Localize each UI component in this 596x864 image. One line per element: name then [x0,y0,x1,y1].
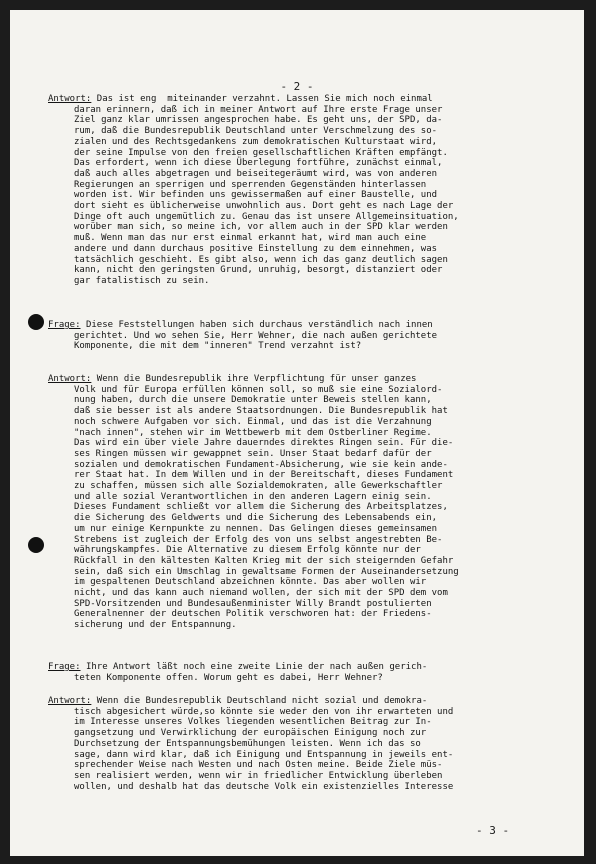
text-line: Strebens ist zugleich der Erfolg des von uns selbst angestrebten Be- [74,534,443,545]
text-line: im gespaltenen Deutschland abzeichnen könnte. Das aber wollen wir [74,577,427,588]
text-line: die Sicherung des Geldwerts und die Sicherung des Lebensabends ein, [74,513,438,524]
text-line: Durchsetzung der Entspannungsbemühungen leisten. Wenn ich das so [74,738,421,749]
text-line: währungskampfes. Die Alternative zu diesem Erfolg könnte nur der [74,545,421,556]
answer-block [48,94,568,287]
block-first-line [48,662,568,673]
text-line: SPD-Vorsitzenden und Bundesaußenminister Willy Brandt postulierten [74,598,432,609]
text-line: Regierungen an sperrigen und sperrenden Gegenständen hinterlassen [74,179,427,190]
text-line: ses Ringen müssen wir gewappnet sein. Unser Staat bedarf dafür der [74,448,432,459]
text-line: worden ist. Wir befinden uns gewissermaßen auf einer Baustelle, und [74,190,438,201]
text-line: Dieses Fundament schließt vor allem die Sicherung des Arbeitsplatzes, [74,502,448,513]
text-line: Rückfall in den kältesten Kalten Krieg mit der sich steigernden Gefahr [74,555,454,566]
speaker-label: Antwort: [48,696,92,706]
text-line: Dinge oft auch ungemütlich zu. Genau das ist unsere Allgemeinsituation, [74,211,459,222]
text-line: sozialen und demokratischen Fundament-Absicherung, wie sie kein ande- [74,459,448,470]
line-text: Ihre Antwort läßt noch eine zweite Linie der nach außen gerich- [85,662,428,672]
text-line: zialen und des Rechtsgedankens zum demokratischen Kulturstaat wird, [74,136,438,147]
text-line: gar fatalistisch zu sein. [74,275,210,286]
document-page [10,10,584,856]
text-line: andere und dann durchaus positive Einstellung zu dem einnehmen, was [74,243,438,254]
text-line: und alle sozial Verantwortlichen in den anderen Lagern einig sein. [74,491,432,502]
text-line: noch schwere Aufgaben vor sich. Einmal, und das ist die Verzahnung [74,416,432,427]
text-line: sicherung und der Entspannung. [74,620,237,631]
text-line: der seine Impulse von den freien gesellschaftlichen Kräften empfängt. [74,147,448,158]
block-first-line [48,94,568,105]
text-line: "nach innen", stehen wir im Wettbewerb mit dem Ostberliner Regime. [74,427,432,438]
speaker-label: Antwort: [48,374,92,384]
text-line: im Interesse unseres Volkes liegenden wesentlichen Beitrag zur In- [74,717,432,728]
text-line: nung haben, durch die unsere Demokratie unter Beweis stellen kann, [74,395,432,406]
question-block [48,662,568,683]
text-line: muß. Wenn man das nur erst einmal erkannt hat, wird man auch eine [74,233,427,244]
text-line: Das wird ein über viele Jahre dauerndes direktes Ringen sein. Für die- [74,438,454,449]
text-line: rer Staat hat. In dem Willen und in der Bereitschaft, dieses Fundament [74,470,454,481]
text-line: sen realisiert werden, wenn wir in friedlicher Entwicklung überleben [74,770,443,781]
text-line: gerichtet. Und wo sehen Sie, Herr Wehner, die nach außen gerichtete [74,330,438,341]
block-first-line [48,696,568,707]
text-line: zu schaffen, müssen sich alle Sozialdemokraten, alle Gewerkschaftler [74,481,443,492]
text-line: dort sieht es üblicherweise unwohnlich aus. Dort geht es nach Lage der [74,201,454,212]
text-line: Ziel ganz klar umrissen angesprochen habe. Es geht uns, der SPD, da- [74,115,443,126]
text-line: daran erinnern, daß ich in meiner Antwort auf Ihre erste Frage unser [74,104,443,115]
text-line: Volk und für Europa erfüllen können soll, so muß sie eine Sozialord- [74,384,443,395]
block-first-line [48,374,568,385]
answer-block [48,374,568,631]
text-line: worüber man sich, so meine ich, vor allem auch in der SPD klar werden [74,222,448,233]
speaker-label: Antwort: [48,94,92,104]
question-block [48,320,568,352]
text-line: wollen, und deshalb hat das deutsche Volk ein existenzielles Interesse [74,781,454,792]
speaker-label: Frage: [48,320,81,330]
line-text: Diese Feststellungen haben sich durchaus verständlich nach innen [85,320,433,330]
text-line: daß auch alles abgetragen und beiseitegeräumt wird, was von anderen [74,168,438,179]
text-line: Generalnenner der deutschen Politik verschworen hat: der Friedens- [74,609,432,620]
text-line: um nur einige Kernpunkte zu nennen. Das Gelingen dieses gemeinsamen [74,523,438,534]
text-line: sein, daß sich ein Umschlag in gewaltsame Formen der Auseinandersetzung [74,566,459,577]
line-text: Wenn die Bundesrepublik ihre Verpflichtung für unser ganzes [96,374,417,384]
speaker-label: Frage: [48,662,81,672]
punch-hole-upper [28,314,44,330]
text-line: sprechender Weise nach Westen und nach Osten meine. Beide Ziele müs- [74,760,443,771]
text-line: rum, daß die Bundesrepublik Deutschland unter Verschmelzung des so- [74,126,438,137]
text-line: gangsetzung und Verwirklichung der europäischen Einigung noch zur [74,728,427,739]
text-line: Das erfordert, wenn ich diese Überlegung fortführe, zunächst einmal, [74,158,443,169]
text-line: daß sie besser ist als andere Staatsordnungen. Die Bundesrepublik hat [74,406,448,417]
text-line: tatsächlich geschieht. Es gibt also, wenn ich das ganz deutlich sagen [74,254,448,265]
punch-hole-lower [28,537,44,553]
text-line: teten Komponente offen. Worum geht es dabei, Herr Wehner? [74,672,383,683]
page-number-top: - 2 - [280,80,314,93]
text-line: Komponente, die mit dem "inneren" Trend verzahnt ist? [74,341,362,352]
block-first-line [48,320,568,331]
text-line: tisch abgesichert würde,so könnte sie weder den von ihr erwarteten und [74,706,454,717]
text-line: sage, dann wird klar, daß ich Einigung und Entspannung in jeweils ent- [74,749,454,760]
line-text: Wenn die Bundesrepublik Deutschland nicht sozial und demokra- [96,696,428,706]
text-line: kann, nicht den geringsten Grund, unruhig, besorgt, distanziert oder [74,265,443,276]
page-number-bottom: - 3 - [476,824,510,837]
answer-block [48,696,568,792]
text-line: nicht, und das kann auch niemand wollen, der sich mit der SPD dem vom [74,588,448,599]
line-text: Das ist eng miteinander verzahnt. Lassen Sie mich noch einmal [96,94,433,104]
